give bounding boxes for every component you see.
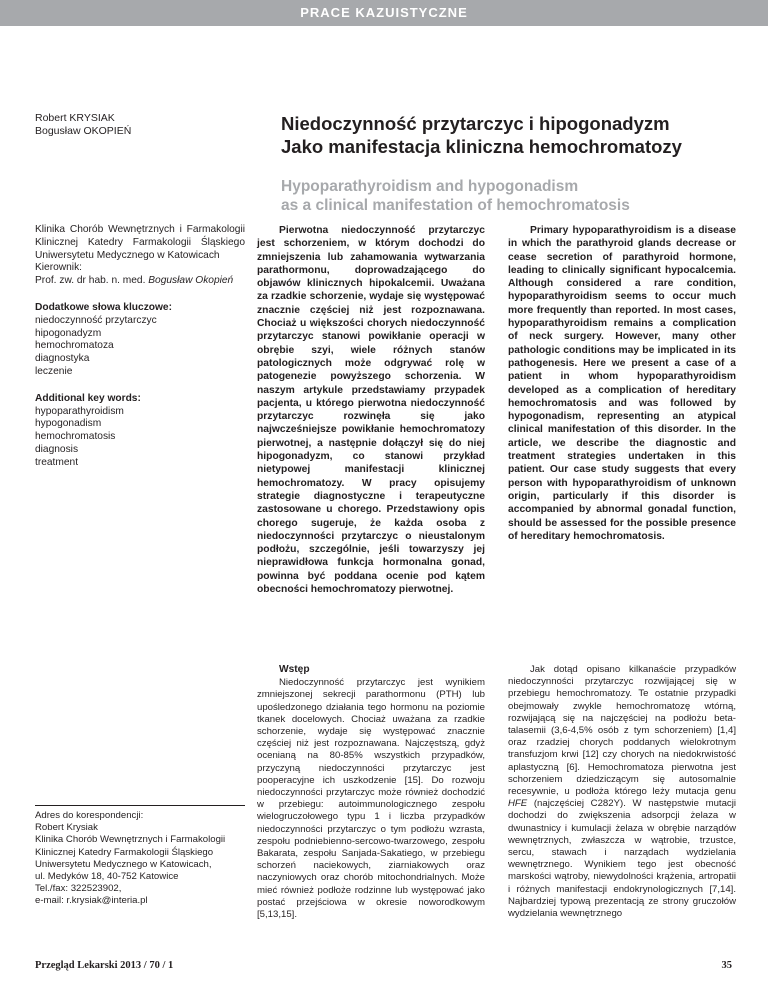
author-name: Bogusław OKOPIEŃ	[35, 125, 132, 137]
body-column-2	[508, 664, 736, 920]
keyword-item: treatment	[35, 456, 79, 468]
body-column-1	[257, 664, 485, 921]
body-paragraph	[508, 664, 736, 920]
paragraph-text: Jak dotąd opisano kilkanaście przypadków niedoczynności przytarczyc rozwijającej się w przebiegu hemochromatozy. Te ostatnie przypadki obejmowały zwykle hemochromatozę wtórną, rozwijającą się na najczęściej na podłożu beta-talasemii (3,6-4,5% osób z tym schorzeniem) [1,4] oraz rzadziej chorych poddanych wielokrotnym transfuzjom krwi [12] czy chorych na niedokrwistość aplastyczną [6]. Hemochromatoza pierwotna jest schorzeniem dziedziczącym się autosomalnie recesywnie, u podłoża którego leży mutacja genu	[508, 664, 736, 798]
subtitle-line: Hypoparathyroidism and hypogonadism	[281, 178, 579, 195]
keyword-item: niedoczynność przytarczyc	[35, 314, 157, 326]
keyword-item: hemochromatosis	[35, 431, 116, 443]
keyword-item: hemochromatoza	[35, 340, 114, 352]
keyword-item: diagnosis	[35, 443, 79, 455]
paragraph-text: (najczęściej C282Y). W następstwie mutacji dochodzi do zwiększenia adsorpcji żelaza w dwunastnicy i kumulacji żelaza w obrębie narządów wewnętrznych, zwłaszcza w wątrobie, trzustce, sercu, stawach i narządach wydzielania wewnętrznego. Wynikiem tego jest obecność marskości wątroby, niewydolności krążenia, artropatii i różnych manifestacji endokrynologicznych [7,14]. Najbardziej typową prezentacją ze strony gruczołów wydzielania wewnętrznego	[508, 798, 736, 920]
correspondence-phone: Tel./fax: 322523902,	[35, 883, 122, 895]
keywords-en-block	[35, 393, 245, 470]
gene-name: HFE	[508, 798, 528, 810]
abstract-polish: Pierwotna niedoczynność przytarczyc jest schorzeniem, w którym dochodzi do zmniejszenia lub zahamowania wytwarzania parathormonu, doprowadzającego do objawów klinicznych hipokalcemii. Uważana za rzadkie schorzenie, wydaje się występować znacznie częściej niż jest rozpoznawana. Chociaż u większości chorych niedoczynność przytarczyc stanowi powikłanie operacji w obrębie szyi, wiele różnych stanów patologicznych może odgrywać rolę w patogenezie powyższego schorzenia. W naszym artykule przedstawiamy przypadek pacjenta, u którego pierwotna niedoczynność przytarczyc rozwinęła się jako najwcześniejsze powikłanie hemochromatozy pierwotnej, a następnie dołączył się do niej hipogonadyzm, co stanowi przykład nietypowej manifestacji klinicznej hemochromatozy. W pracy opisujemy strategie diagnostyczne i terapeutyczne zastosowane u chorego. Przedstawiony opis chorego sugeruje, że każda osoba z niedoczynności przytarczyc o nieustalonym podłożu, szczególnie, jeśli towarzyszy jej nieprawidłowa funkcja hormonalna gonad, powinna być poddana ocenie pod kątem obecności hemochromatozy pierwotnej.	[257, 225, 485, 596]
keyword-item: diagnostyka	[35, 353, 90, 365]
correspondence-institution: Klinika Chorób Wewnętrznych i Farmakologii Klinicznej Katedry Farmakologii Śląskiego Uniwersytetu Medycznego w Katowicach,	[35, 834, 226, 870]
article-title	[281, 112, 741, 158]
keyword-item: leczenie	[35, 365, 73, 377]
article-subtitle-en	[281, 177, 741, 215]
keywords-en-heading: Additional key words:	[35, 392, 141, 404]
affiliation-head-label: Kierownik:	[35, 262, 82, 274]
title-line: Niedoczynność przytarczyc i hipogonadyzm	[281, 113, 670, 134]
affiliation-head-name: Bogusław Okopień	[148, 275, 234, 287]
subtitle-line: as a clinical manifestation of hemochromatosis	[281, 197, 630, 214]
body-paragraph: Niedoczynność przytarczyc jest wynikiem zmniejszonej sekrecji parathormonu (PTH) lub upośledzonego działania tego hormonu na poziomie tkanek docelowych. Chociaż uważana za rzadkie schorzenie, wydaje się występować znacznie częściej niż jest rozpoznawana. Najczęstszą, gdyż ocenianą na 80-85% wszystkich przypadków, przyczyną niedoczynności przytarczyc jest pooperacyjne ich uszkodzenie [15]. Do rozwoju niedoczynności przytarczyc może również dochodzić w przebiegu: autoimmunologicznego zespołu wielogruczołowego typu 1 i liczba przypadków niedoczynności przytarczyc o tym podłożu wzrasta, zespołu podniebienno-sercowo-twarzowego, zespołu Bakarata, zespołu Sanjada-Sakatiego, w przebiegu schorzeń naciekowych, ziarniakowych oraz naczyniowych oraz chorób mitochondrialnych. Może mieć również podłoże rodzinne lub występować jako postać przejściowa w okresie noworodkowym [5,13,15].	[257, 677, 485, 921]
sidebar	[35, 224, 245, 484]
keywords-pl-block	[35, 302, 245, 379]
correspondence-name: Robert Krysiak	[35, 822, 98, 834]
correspondence-heading: Adres do korespondencji:	[35, 810, 144, 821]
affiliation-text: Klinika Chorób Wewnętrznych i Farmakologii Klinicznej Katedry Farmakologii Śląskiego Uniwersytetu Medycznego w Katowicach	[35, 224, 245, 261]
correspondence-street: ul. Medyków 18, 40-752 Katowice	[35, 871, 179, 883]
keyword-item: hypogonadism	[35, 418, 102, 430]
page-number: 35	[721, 960, 732, 971]
affiliation-block	[35, 224, 245, 288]
author-list	[35, 112, 245, 138]
correspondence-address	[35, 810, 245, 908]
affiliation-head	[35, 275, 245, 288]
keyword-item: hypoparathyroidism	[35, 405, 124, 417]
journal-citation: Przegląd Lekarski 2013 / 70 / 1	[35, 960, 174, 971]
correspondence-divider	[35, 805, 245, 806]
title-line: Jako manifestacja kliniczna hemochromatozy	[281, 136, 682, 157]
author-name: Robert KRYSIAK	[35, 112, 115, 124]
keyword-item: hipogonadyzm	[35, 327, 102, 339]
abstract-english: Primary hypoparathyroidism is a disease in which the parathyroid glands decrease or cease secretion of parathyroid hormone, leading to clinically significant hypocalcemia. Although considered a rare condition, hypoparathyroidism seems to occur much more frequently than reported. In most cases, hypoparathyroidism remains a complication of neck surgery. However, many other pathologic conditions may be implicated in its pathogenesis. Here we present a case of a patient in whom hypoparathyroidism developed as a complication of hereditary hemochromatosis and was followed by hypogonadism, representing an atypical clinical manifestation of this disorder. In the article, we describe the diagnostic and treatment strategies undertaken in this patient. Our case study suggests that every person with hypoparathyroidism of unknown origin, particularly if this disorder is accompanied by abnormal gonadal function, should be assessed for the possible presence of hereditary hemochromatosis.	[508, 225, 736, 542]
keywords-pl-heading: Dodatkowe słowa kluczowe:	[35, 301, 172, 313]
affiliation-head-title: Prof. zw. dr hab. n. med.	[35, 275, 146, 287]
correspondence-email: e-mail: r.krysiak@interia.pl	[35, 895, 148, 907]
section-heading: Wstęp	[279, 664, 310, 675]
section-banner: PRACE KAZUISTYCZNE	[0, 0, 768, 26]
